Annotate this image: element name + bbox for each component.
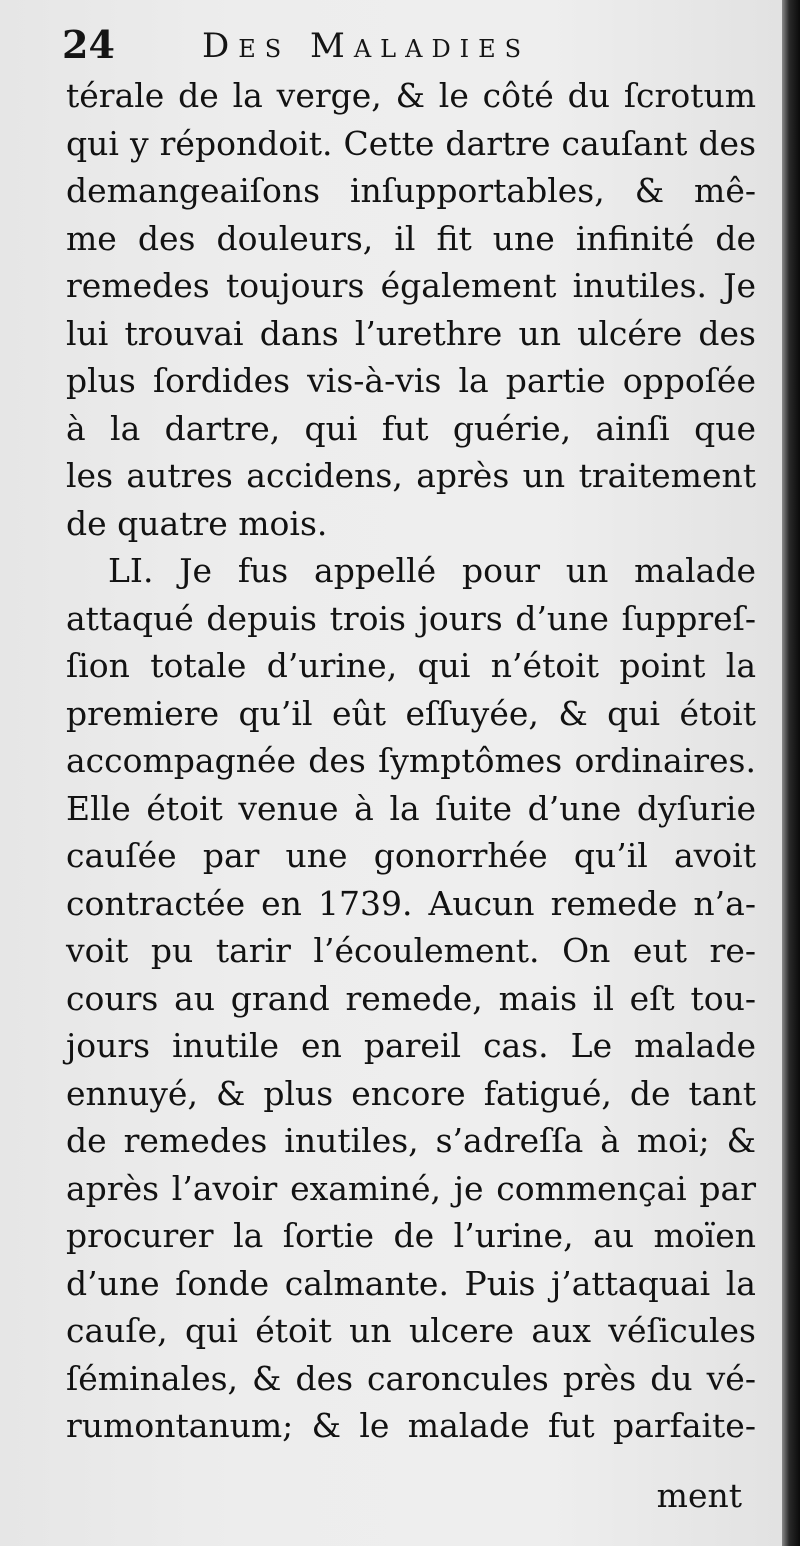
text-line: accompagnée des ſymptômes ordinaires. [66, 741, 756, 780]
running-title: Des Maladies [202, 26, 531, 66]
text-line: térale de la verge, & le côté du ſcrotum [66, 76, 756, 115]
text-line: de quatre mois. [66, 503, 328, 543]
text-line: rumontanum; & le malade fut parfaite- [66, 1406, 756, 1445]
text-line: de remedes inutiles, s’adreſſa à moi; & [66, 1121, 756, 1160]
text-line: cauſée par une gonorrhée qu’il avoit [66, 836, 756, 875]
page-number: 24 [62, 22, 115, 67]
catchword: ment [656, 1476, 742, 1515]
text-line: cauſe, qui étoit un ulcere aux véſicules [66, 1311, 756, 1350]
text-line: jours inutile en pareil cas. Le malade [66, 1026, 756, 1065]
text-line: voit pu tarir l’écoulement. On eut re- [66, 931, 756, 970]
text-line: d’une ſonde calmante. Puis j’attaquai la [66, 1263, 756, 1303]
text-line: premiere qu’il eût eſſuyée, & qui étoit [66, 693, 756, 733]
text-line: ennuyé, & plus encore fatigué, de tant [66, 1073, 756, 1113]
page-header [62, 22, 762, 68]
text-line: procurer la ſortie de l’urine, au moïen [66, 1216, 756, 1255]
text-line: ſéminales, & des caroncules près du vé- [66, 1358, 756, 1398]
text-line: contractée en 1739. Aucun remede n’a- [66, 883, 756, 923]
text-line: cours au grand remede, mais il eſt tou- [66, 978, 756, 1018]
text-line: demangeaiſons inſupportables, & mê- [66, 171, 756, 210]
text-line: me des douleurs, il fit une infinité de [66, 218, 756, 258]
text-line: qui y répondoit. Cette dartre cauſant des [66, 123, 756, 163]
section-start-line: LI. Je fus appellé pour un malade [108, 551, 756, 590]
body-text [66, 72, 756, 1450]
text-line: les autres accidens, après un traitement [66, 456, 756, 495]
page-edge-shadow [782, 0, 800, 1546]
text-line: après l’avoir examiné, je commençai par [66, 1168, 756, 1208]
text-line: lui trouvai dans l’urethre un ulcére des [66, 313, 756, 353]
text-line: ſion totale d’urine, qui n’étoit point la [66, 646, 756, 685]
text-line: à la dartre, qui fut guérie, ainſi que [66, 408, 756, 448]
text-line: Elle étoit venue à la ſuite d’une dyſurie [66, 788, 756, 828]
text-line: plus ſordides vis-à-vis la partie oppoſée [66, 361, 756, 400]
text-line: attaqué depuis trois jours d’une ſuppreſ- [66, 598, 756, 638]
text-line: remedes toujours également inutiles. Je [66, 266, 756, 305]
